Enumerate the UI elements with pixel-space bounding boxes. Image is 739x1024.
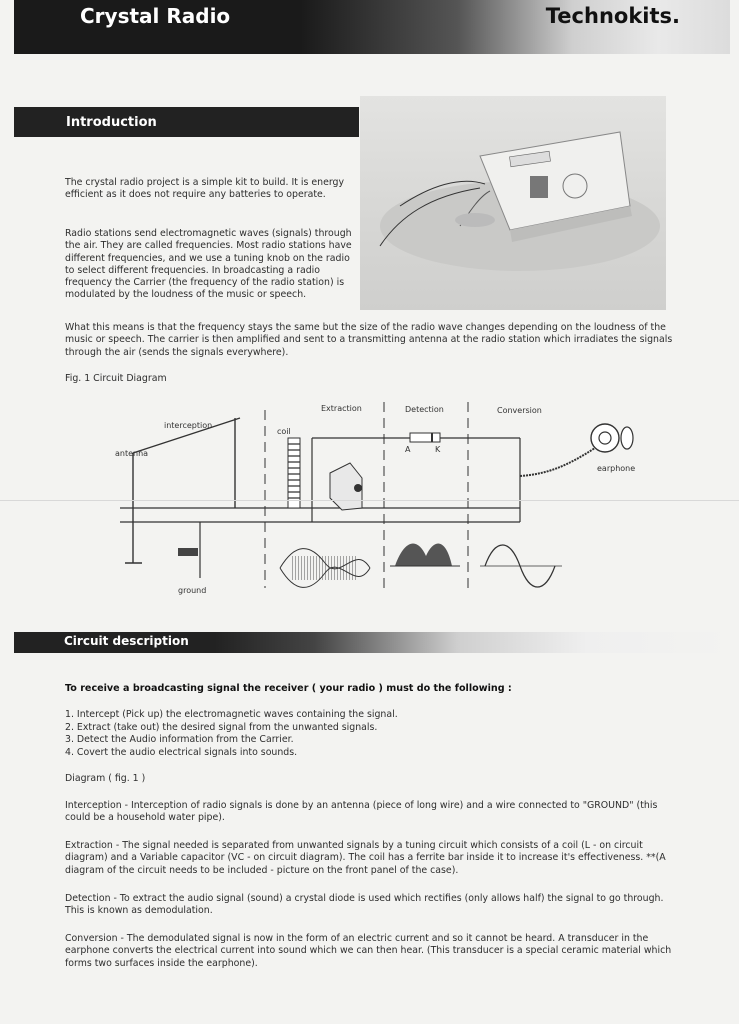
intro-paragraph-3: What this means is that the frequency stays the same but the size of the radio wave changes depending on the loudness of the music or speech. The carrier is then amplified and sent to a transmitting antenna at the radio station which irradiates the signals through the air (sends the signals everywhere).	[65, 322, 673, 358]
steps-list	[65, 709, 398, 759]
label-extraction: Extraction	[321, 404, 362, 413]
document-title: Crystal Radio	[80, 4, 231, 28]
paper-fold-line	[0, 500, 739, 501]
label-detection: Detection	[405, 405, 444, 414]
intro-paragraph-2: Radio stations send electromagnetic waves (signals) through the air. They are called frequencies. Most radio stations have different frequencies, and we use a tuning knob on the radio to select different frequencies. In broadcasting a radio frequency the Carrier (the frequency of the radio station) is modulated by the loudness of the music or speech.	[65, 228, 352, 301]
interception-description: Interception - Interception of radio signals is done by an antenna (piece of long wire) and a wire connected to "GROUND" (this could be a household water pipe).	[65, 800, 658, 824]
extraction-description: Extraction - The signal needed is separated from unwanted signals by a tuning circuit which consists of a coil (L - on circuit diagram) and a Variable capacitor (VC - on circuit diagram). The coil has a ferrite bar inside it to increase it's effectiveness. **(A diagram of the circuit needs to be included - picture on the front panel of the case).	[65, 840, 666, 876]
figure-caption: Fig. 1 Circuit Diagram	[65, 373, 167, 384]
conversion-description: Conversion - The demodulated signal is now in the form of an electric current and so it cannot be heard. A transducer in the earphone converts the electrical current into sound which we can then hear. (This transducer is a special ceramic material which forms two surfaces inside the earphone).	[65, 933, 672, 969]
diagram-reference: Diagram ( fig. 1 )	[65, 773, 146, 784]
circuit-description-heading-bar	[14, 632, 730, 653]
label-diode-k: K	[435, 445, 441, 454]
receive-heading: To receive a broadcasting signal the receiver ( your radio ) must do the following :	[65, 683, 512, 694]
label-conversion: Conversion	[497, 406, 542, 415]
label-antenna: antenna	[115, 449, 149, 458]
label-earphone: earphone	[597, 464, 636, 473]
brand-logo-text: Technokits.	[545, 4, 680, 28]
label-interception: interception	[164, 421, 213, 430]
introduction-heading-bar	[14, 107, 359, 137]
kit-photo	[360, 96, 666, 310]
label-coil: coil	[277, 427, 291, 436]
step-item: 2. Extract (take out) the desired signal from the unwanted signals.	[65, 721, 378, 733]
step-item: 3. Detect the Audio information from the Carrier.	[65, 734, 294, 746]
label-diode-a: A	[405, 445, 411, 454]
header-bar	[14, 0, 730, 54]
label-ground: ground	[178, 586, 207, 595]
step-item: 1. Intercept (Pick up) the electromagnetic waves containing the signal.	[65, 709, 398, 720]
circuit-description-heading: Circuit description	[64, 634, 189, 648]
detection-description: Detection - To extract the audio signal (sound) a crystal diode is used which rectifies (only allows half) the signal to go through. This is known as demodulation.	[65, 893, 664, 917]
kit-photo-illustration	[360, 96, 666, 310]
introduction-heading: Introduction	[66, 115, 157, 130]
intro-paragraph-1: The crystal radio project is a simple kit to build. It is energy efficient as it does not require any batteries to operate.	[65, 177, 345, 201]
step-item: 4. Covert the audio electrical signals into sounds.	[65, 746, 298, 758]
